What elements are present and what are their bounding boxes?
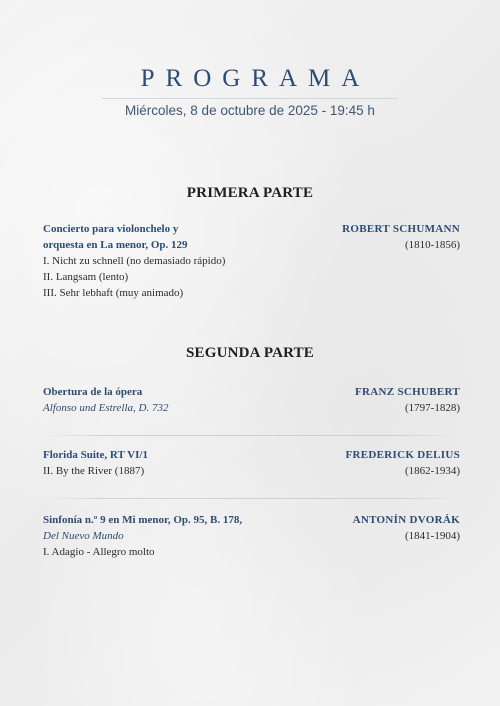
composer-info — [300, 221, 460, 253]
composer-name: ROBERT SCHUMANN — [342, 223, 460, 235]
movement-item: III. Sehr lebhaft (muy animado) — [43, 287, 184, 299]
work-details — [43, 512, 323, 560]
composer-info — [300, 447, 460, 479]
work-title-line: Obertura de la ópera — [43, 386, 143, 398]
concert-date: Miércoles, 8 de octubre de 2025 - 19:45 h — [125, 103, 375, 118]
work-title-line: Concierto para violonchelo y — [43, 223, 179, 235]
work-details — [43, 447, 323, 479]
work-divider — [43, 498, 460, 499]
composer-name: FREDERICK DELIUS — [345, 449, 460, 461]
work-subtitle: Del Nuevo Mundo — [43, 530, 124, 542]
movement-item: I. Adagio - Allegro molto — [43, 546, 155, 558]
composer-years: (1810-1856) — [405, 239, 460, 251]
movement-item: II. By the River (1887) — [43, 465, 145, 477]
work-divider — [43, 435, 460, 436]
composer-years: (1841-1904) — [405, 530, 460, 542]
work-title-line: Florida Suite, RT VI/1 — [43, 449, 148, 461]
work-title-line: Sinfonía n.º 9 en Mi menor, Op. 95, B. 178, — [43, 514, 243, 526]
section-title-part-2: SEGUNDA PARTE — [185, 345, 315, 361]
section-title-part-1: PRIMERA PARTE — [186, 185, 314, 201]
work-subtitle: Alfonso und Estrella, D. 732 — [43, 402, 169, 414]
movement-item: II. Langsam (lento) — [43, 271, 129, 283]
program-title: PROGRAMA — [140, 65, 371, 92]
work-title-line: orquesta en La menor, Op. 129 — [43, 239, 188, 251]
header-divider — [102, 98, 398, 99]
composer-info — [300, 512, 460, 544]
composer-name: FRANZ SCHUBERT — [355, 386, 460, 398]
program-header — [0, 64, 500, 120]
work-details — [43, 221, 323, 301]
movement-item: I. Nicht zu schnell (no demasiado rápido) — [43, 255, 226, 267]
composer-name: ANTONÍN DVORÁK — [352, 514, 460, 526]
composer-years: (1797-1828) — [405, 402, 460, 414]
composer-info — [300, 384, 460, 416]
work-details — [43, 384, 323, 416]
composer-years: (1862-1934) — [405, 465, 460, 477]
